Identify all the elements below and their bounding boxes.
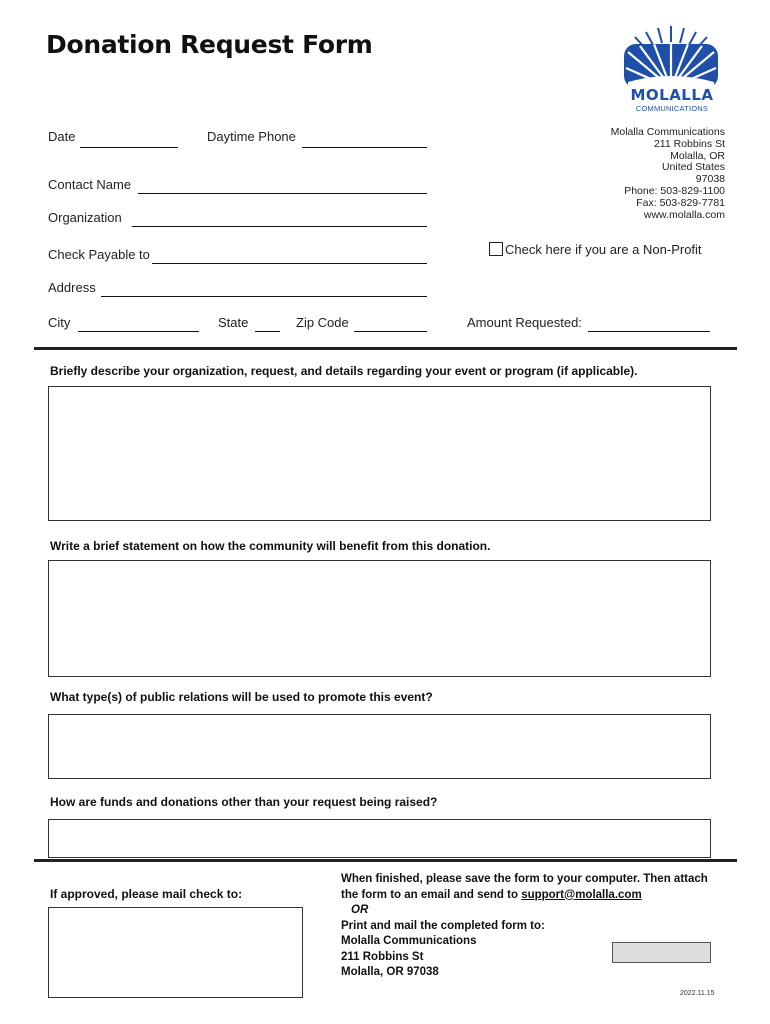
mail-address-line-2: 211 Robbins St [341, 950, 424, 963]
support-email-link[interactable]: support@molalla.com [521, 888, 642, 901]
company-country: United States [661, 161, 725, 174]
question-community-benefit: Write a brief statement on how the community will benefit from this donation. [50, 539, 491, 553]
address-field[interactable] [101, 296, 427, 297]
instruction-line-2 [341, 888, 731, 904]
company-city: Molalla, OR [670, 149, 725, 162]
logo-subtitle: COMMUNICATIONS [635, 104, 709, 113]
state-field[interactable] [255, 331, 280, 332]
or-separator: OR [351, 904, 369, 916]
city-label: City [48, 315, 71, 330]
public-relations-textarea[interactable] [48, 714, 711, 779]
form-title: Donation Request Form [46, 30, 373, 59]
submit-button[interactable] [612, 942, 711, 963]
other-funds-textarea[interactable] [48, 819, 711, 858]
company-web: www.molalla.com [643, 208, 725, 221]
date-label: Date [48, 129, 76, 144]
logo-name: MOLALLA [630, 86, 714, 104]
nonprofit-label: Check here if you are a Non-Profit [505, 242, 702, 257]
address-label: Address [48, 280, 96, 295]
city-field[interactable] [78, 331, 199, 332]
company-name: Molalla Communications [610, 126, 725, 138]
footer-divider [34, 859, 737, 862]
section-divider [34, 347, 737, 350]
contact-name-label: Contact Name [48, 177, 132, 192]
date-field[interactable] [80, 147, 178, 148]
mail-address-line-3: Molalla, OR 97038 [341, 966, 439, 978]
contact-name-field[interactable] [138, 193, 427, 194]
instruction-line-3: Print and mail the completed form to: [341, 919, 545, 932]
zip-label: Zip Code [296, 315, 349, 330]
daytime-phone-field[interactable] [302, 147, 427, 148]
company-fax: Fax: 503-829-7781 [636, 196, 725, 209]
check-payable-label: Check Payable to [48, 247, 150, 262]
company-zip: 97038 [695, 173, 725, 186]
company-info [565, 127, 725, 221]
form-version: 2022.11.15 [680, 990, 715, 997]
zip-field[interactable] [354, 331, 427, 332]
question-description: Briefly describe your organization, request, and details regarding your event or program (if applicable). [50, 364, 638, 378]
nonprofit-checkbox-row[interactable] [489, 242, 702, 257]
instruction-line-2-text: the form to an email and send to [341, 888, 522, 901]
question-other-funds: How are funds and donations other than your request being raised? [50, 795, 438, 809]
question-public-relations: What type(s) of public relations will be used to promote this event? [50, 690, 433, 704]
company-phone: Phone: 503-829-1100 [624, 184, 725, 197]
organization-label: Organization [48, 210, 122, 225]
description-textarea[interactable] [48, 386, 711, 521]
nonprofit-checkbox[interactable] [489, 242, 503, 256]
mail-address-line-1: Molalla Communications [341, 935, 477, 947]
mail-check-label: If approved, please mail check to: [50, 887, 243, 901]
instruction-line-1: When finished, please save the form to your computer. Then attach [341, 873, 708, 885]
mail-address-textarea[interactable] [48, 907, 303, 998]
amount-label: Amount Requested: [467, 315, 582, 330]
state-label: State [218, 315, 249, 330]
community-benefit-textarea[interactable] [48, 560, 711, 677]
company-street: 211 Robbins St [653, 137, 725, 150]
organization-field[interactable] [132, 226, 427, 227]
daytime-phone-label: Daytime Phone [207, 129, 296, 144]
check-payable-field[interactable] [152, 263, 427, 264]
submission-instructions [341, 872, 731, 981]
amount-field[interactable] [588, 331, 710, 332]
